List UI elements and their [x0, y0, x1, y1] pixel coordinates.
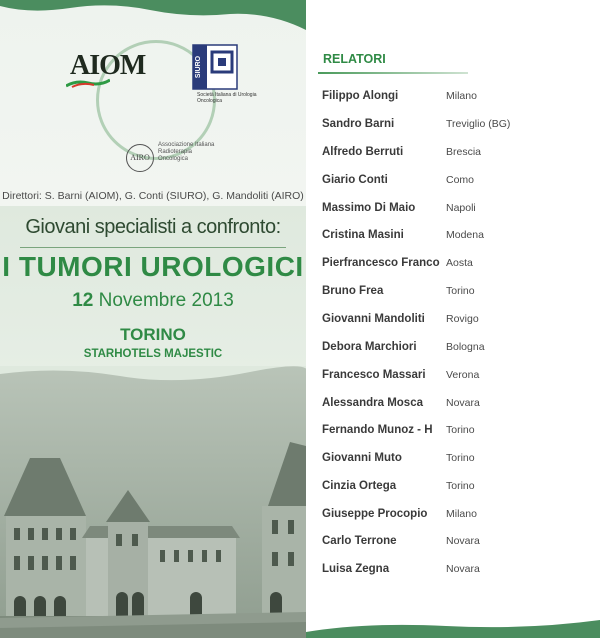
speaker-name: Cinzia Ortega	[322, 480, 397, 492]
siuro-caption: Società Italiana di Urologia Oncologica	[197, 92, 257, 104]
speaker-row	[322, 285, 592, 299]
aiom-flag-swoosh-icon	[66, 78, 110, 88]
speakers-heading: RELATORI	[323, 52, 386, 66]
speaker-city: Como	[446, 174, 475, 186]
speaker-row	[322, 424, 592, 438]
event-title: I TUMORI UROLOGICI	[2, 251, 304, 282]
speaker-name: Filippo Alongi	[322, 90, 399, 102]
airo-caption: Associazione Italiana Radioterapia Oncologica	[158, 142, 215, 162]
footer-brush-stroke	[306, 612, 600, 638]
event-subtitle: Giovani specialisti a confronto:	[25, 216, 281, 238]
speaker-city: Novara	[446, 535, 480, 547]
airo-logo: AIRO	[126, 144, 154, 172]
speaker-name: Fernando Munoz - H	[322, 424, 433, 436]
speaker-city: Torino	[446, 452, 475, 464]
speaker-row	[322, 508, 592, 522]
speaker-name: Pierfrancesco Franco	[322, 257, 440, 269]
title-divider	[20, 247, 286, 248]
speaker-row	[322, 535, 592, 549]
speaker-city: Brescia	[446, 146, 482, 158]
speaker-row	[322, 257, 592, 271]
speaker-row	[322, 480, 592, 494]
speaker-city: Aosta	[446, 257, 473, 269]
speaker-name: Alfredo Berruti	[322, 146, 404, 158]
speaker-name: Giovanni Muto	[322, 452, 402, 464]
palace-image	[0, 366, 306, 638]
speakers-panel	[306, 0, 600, 638]
speaker-row	[322, 202, 592, 216]
directors-line: Direttori: S. Barni (AIOM), G. Conti (SIURO), G. Mandoliti (AIRO)	[2, 190, 304, 202]
speaker-city: Verona	[446, 369, 480, 381]
speaker-city: Rovigo	[446, 313, 479, 325]
speaker-name: Sandro Barni	[322, 118, 395, 130]
speaker-row	[322, 341, 592, 355]
speaker-city: Milano	[446, 90, 477, 102]
event-date	[0, 290, 306, 312]
speaker-row	[322, 174, 592, 188]
speaker-city: Torino	[446, 424, 475, 436]
speaker-name: Luisa Zegna	[322, 563, 390, 575]
speaker-city: Torino	[446, 285, 475, 297]
speaker-row	[322, 397, 592, 411]
speaker-city: Treviglio (BG)	[446, 118, 511, 130]
speaker-name: Giuseppe Procopio	[322, 508, 428, 520]
speaker-row	[322, 563, 592, 577]
siuro-mark-text: SIURO	[195, 55, 202, 79]
speakers-heading-underline	[318, 72, 468, 74]
speaker-name: Giario Conti	[322, 174, 388, 186]
speaker-row	[322, 313, 592, 327]
speaker-name: Debora Marchiori	[322, 341, 417, 353]
speaker-city: Novara	[446, 563, 480, 575]
speaker-name: Bruno Frea	[322, 285, 384, 297]
speaker-city: Torino	[446, 480, 475, 492]
speaker-name: Carlo Terrone	[322, 535, 397, 547]
speaker-row	[322, 90, 592, 104]
speaker-name: Francesco Massari	[322, 369, 426, 381]
speaker-row	[322, 369, 592, 383]
speaker-name: Giovanni Mandoliti	[322, 313, 425, 325]
speaker-row	[322, 118, 592, 132]
speaker-row	[322, 146, 592, 160]
event-date-day: 12	[72, 290, 94, 311]
speaker-row	[322, 229, 592, 243]
speaker-city: Novara	[446, 397, 480, 409]
speaker-city: Milano	[446, 508, 477, 520]
speaker-name: Alessandra Mosca	[322, 397, 423, 409]
speaker-city: Napoli	[446, 202, 476, 214]
event-city: TORINO	[120, 325, 186, 344]
event-date-rest: Novembre 2013	[93, 290, 234, 311]
speaker-name: Cristina Masini	[322, 229, 404, 241]
speaker-name: Massimo Di Maio	[322, 202, 416, 214]
speaker-city: Modena	[446, 229, 484, 241]
speaker-city: Bologna	[446, 341, 485, 353]
aiom-logo: AIOM	[70, 50, 146, 81]
speaker-row	[322, 452, 592, 466]
event-venue: STARHOTELS MAJESTIC	[83, 348, 223, 360]
